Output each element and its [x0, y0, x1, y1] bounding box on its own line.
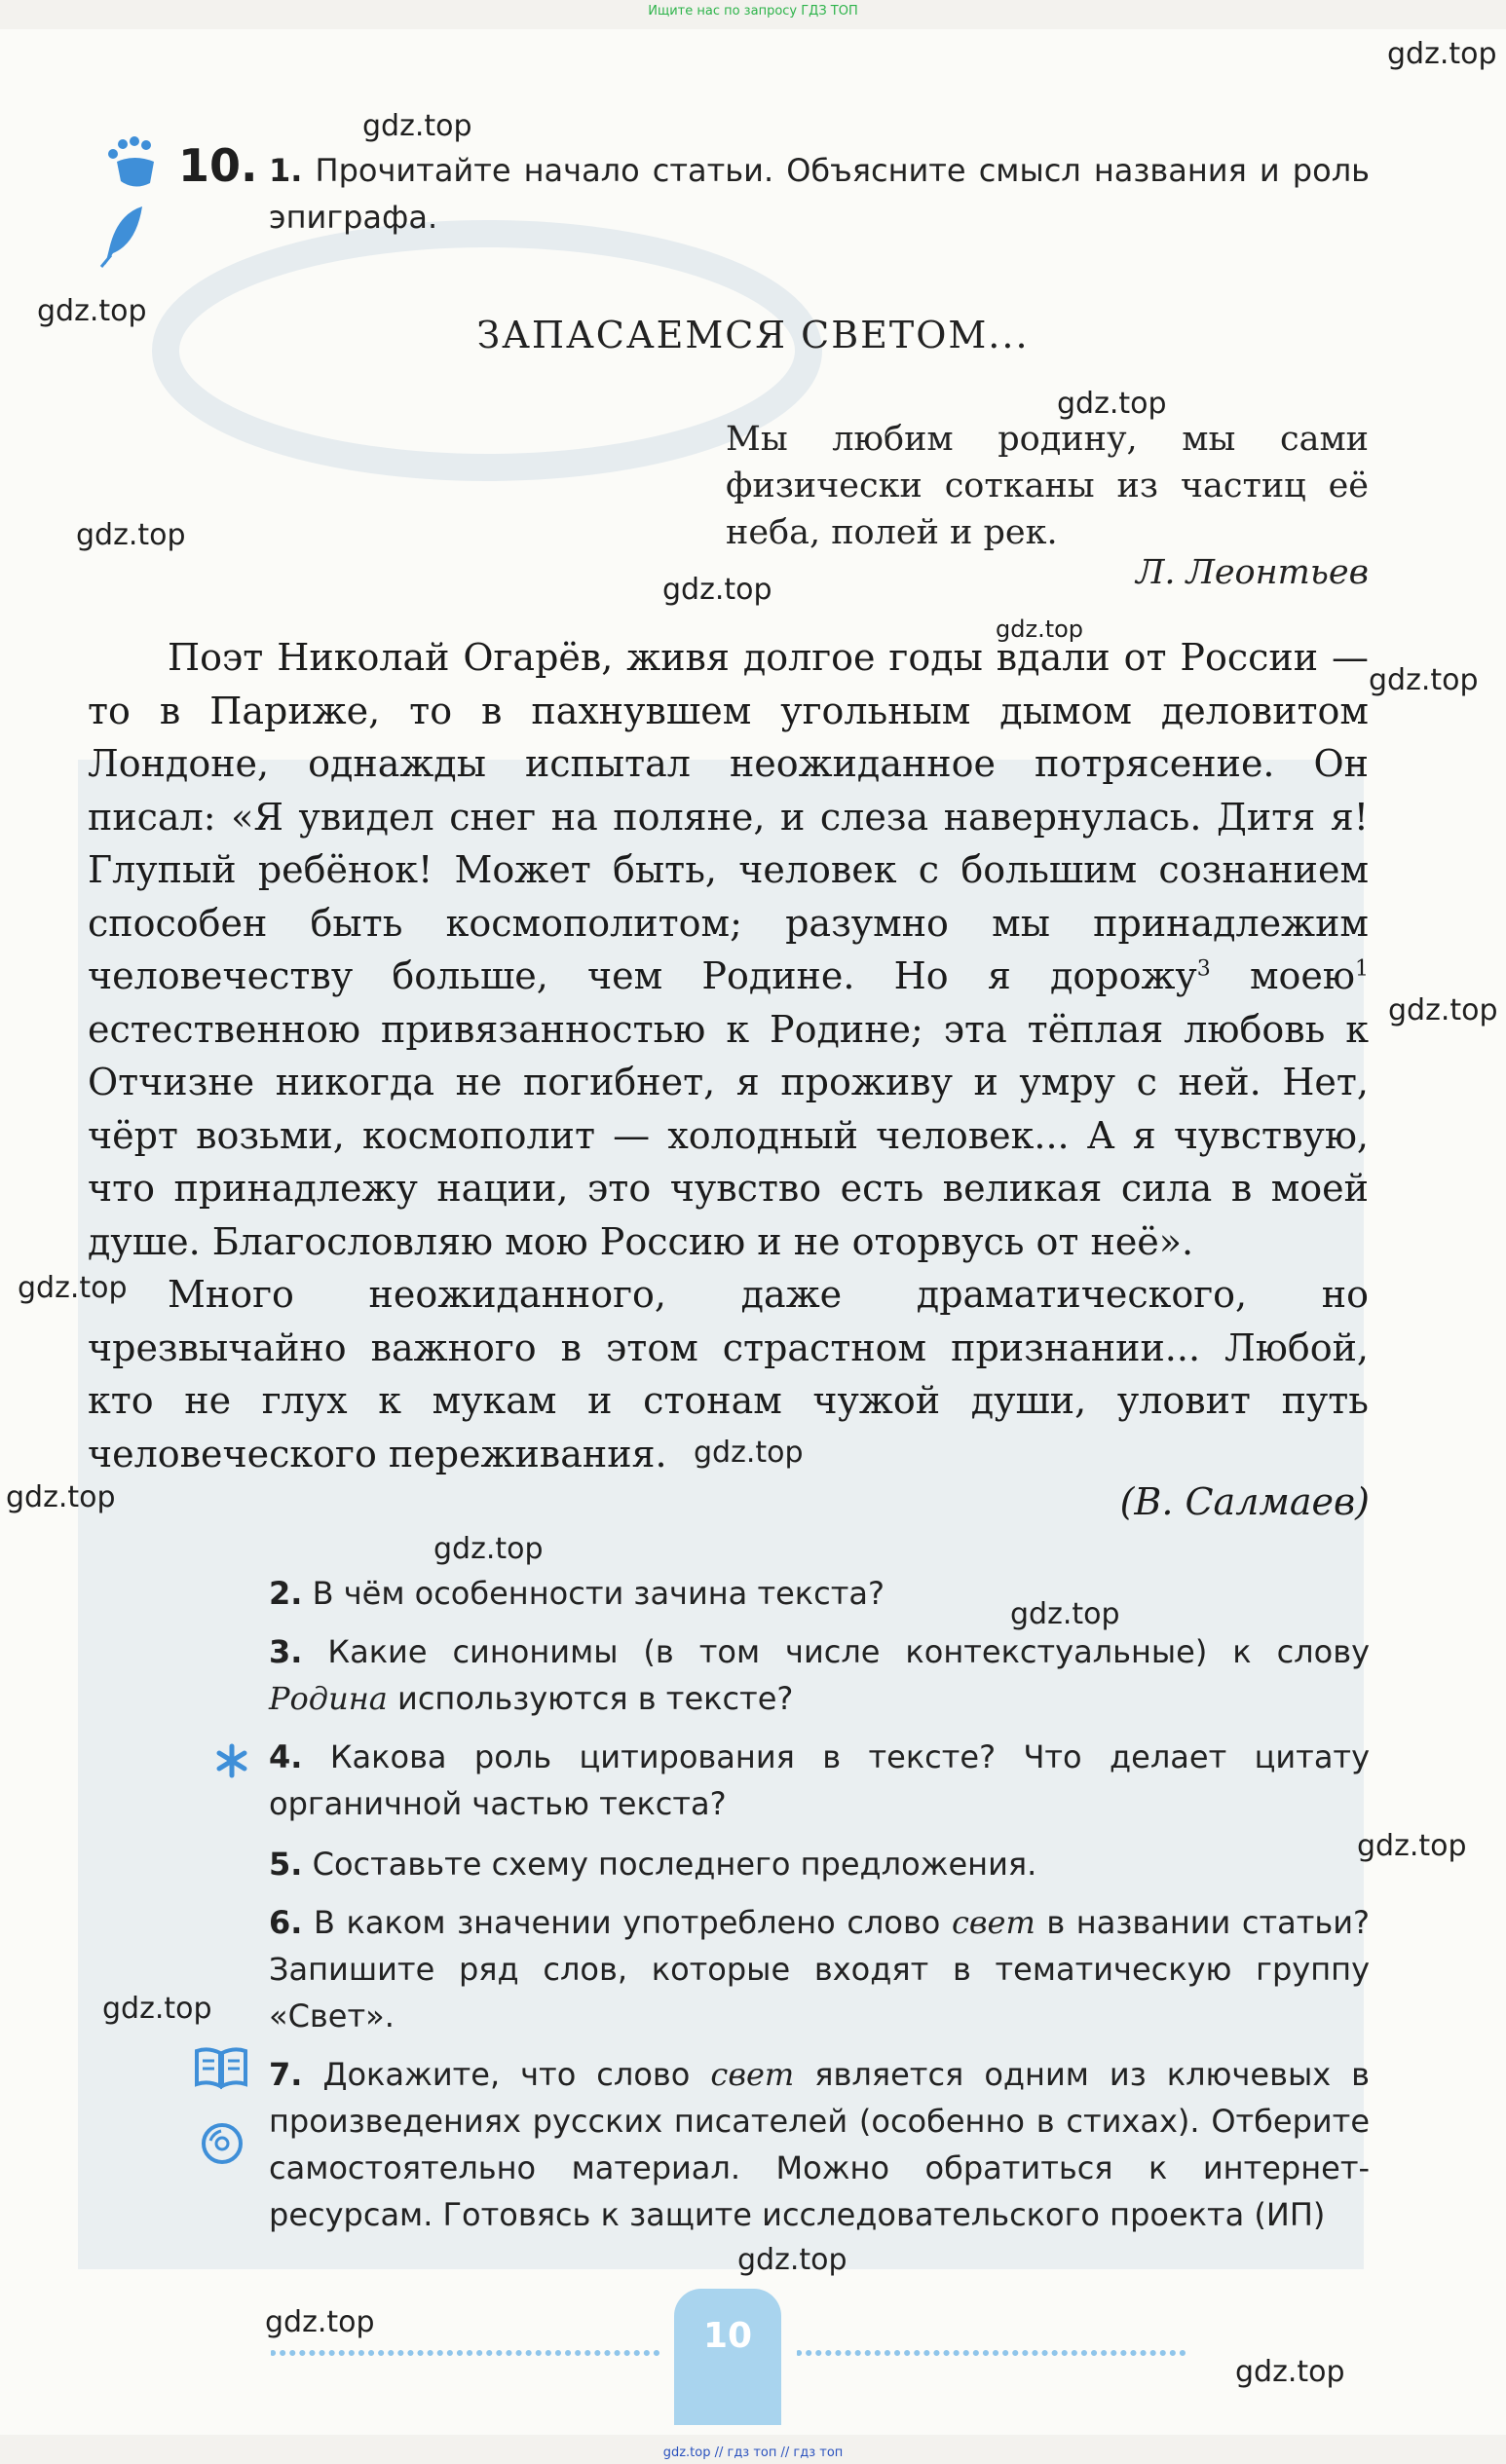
- epigraph: Мы любим родину, мы сами физически сотканы из частиц её неба, полей и рек.: [726, 420, 1369, 552]
- watermark: gdz.top: [1388, 993, 1498, 1027]
- epigraph-author: Л. Леонтьев: [1136, 553, 1369, 592]
- watermark: gdz.top: [6, 1480, 116, 1514]
- question-text: Прочитайте начало статьи. Объясните смысл названия и роль эпиграфа.: [269, 152, 1371, 236]
- question-number: 1.: [269, 152, 303, 189]
- watermark: gdz.top: [18, 1271, 128, 1305]
- watermark: gdz.top: [737, 2243, 847, 2277]
- watermark: gdz.top: [1357, 1829, 1467, 1863]
- page-number-tab: [674, 2289, 781, 2425]
- watermark: gdz.top: [1387, 37, 1497, 71]
- question-6: [269, 1899, 1370, 2039]
- question-number: 2.: [269, 1575, 303, 1612]
- question-text: Составьте схему последнего предложения.: [312, 1846, 1037, 1883]
- question-4: [269, 1734, 1370, 1827]
- paragraph-text: моею: [1210, 954, 1355, 997]
- task-number: 10.: [178, 139, 258, 192]
- footnote-mark: 1: [1355, 956, 1369, 982]
- article-source: (В. Салмаев): [1119, 1480, 1370, 1523]
- question-keyword: Родина: [269, 1680, 388, 1717]
- question-2: [269, 1570, 1370, 1617]
- question-keyword: свет: [951, 1904, 1035, 1941]
- question-text: Какие синонимы (в том числе контекстуальные) к слову: [327, 1633, 1371, 1670]
- question-text: В каком значении употреблено слово: [314, 1904, 941, 1941]
- question-number: 4.: [269, 1738, 303, 1775]
- dotted-rule-right: [797, 2349, 1186, 2357]
- question-text: в названии статьи? Запишите ряд слов, которые входят в тематическую группу «Свет».: [269, 1904, 1371, 2035]
- watermark: gdz.top: [433, 1532, 544, 1566]
- footnote-mark: 3: [1196, 956, 1211, 982]
- hand-icon: [105, 136, 164, 191]
- question-number: 6.: [269, 1904, 303, 1941]
- paragraph-text: Поэт Николай Огарёв, живя долгое годы вдали от России — то в Париже, то в пахнувшем угольным дымом деловитом Лондоне, однажды испытал неожиданное потрясение. Он писал: «Я увидел снег на поляне, и слеза навернулась. Дитя я! Глупый ребёнок! Может быть, человек с большим сознанием способен быть космополитом; разумно мы принадлежим человечеству больше, чем Родине. Но я дорожу: [88, 636, 1369, 997]
- watermark: gdz.top: [362, 109, 472, 143]
- top-banner[interactable]: Ищите нас по запросу ГДЗ ТОП: [648, 4, 858, 19]
- watermark: gdz.top: [1235, 2355, 1345, 2389]
- dotted-rule-left: [271, 2349, 660, 2357]
- paragraph-text: естественною привязанностью к Родине; эта тёплая любовь к Отчизне никогда не погибнет, я проживу и умру с ней. Нет, чёрт возьми, космополит — холодный человек... А я чувствую, что принадлежу нации, это чувство есть великая сила в моей душе. Благословляю мою Россию и не оторвусь от неё».: [88, 1007, 1369, 1263]
- paragraph: Много неожиданного, даже драматического, но чрезвычайно важного в этом страстном признании... Любой, кто не глух к мукам и стонам чужой души, уловит путь человеческого переживания.: [88, 1273, 1369, 1475]
- watermark: gdz.top: [265, 2305, 375, 2339]
- watermark: gdz.top: [102, 1992, 212, 2026]
- book-icon: [193, 2045, 249, 2094]
- feather-pen-icon: [97, 205, 148, 271]
- article-title: ЗАПАСАЕМСЯ СВЕТОМ...: [476, 314, 1030, 356]
- footer-links[interactable]: gdz.top // гдз топ // гдз топ: [662, 2445, 844, 2460]
- watermark: gdz.top: [1057, 387, 1167, 421]
- watermark: gdz.top: [1369, 663, 1479, 697]
- watermark: gdz.top: [1010, 1597, 1120, 1631]
- watermark: gdz.top: [662, 573, 772, 607]
- question-number: 3.: [269, 1633, 303, 1670]
- question-number: 5.: [269, 1846, 303, 1883]
- question-text: В чём особенности зачина текста?: [312, 1575, 885, 1612]
- article-body: [88, 631, 1369, 1480]
- question-keyword: свет: [710, 2056, 795, 2093]
- question-text: используются в тексте?: [397, 1680, 794, 1717]
- question-7: [269, 2051, 1370, 2238]
- question-number: 7.: [269, 2056, 303, 2093]
- watermark: gdz.top: [37, 294, 147, 328]
- page-number: 10: [702, 2316, 753, 2356]
- question-3: [269, 1628, 1370, 1722]
- disc-icon: [200, 2121, 245, 2166]
- question-1: [269, 147, 1370, 241]
- question-text: является одним из ключевых в произведениях русских писателей (особенно в стихах). Отберите самостоятельно материал. Можно обратиться к интернет-ресурсам. Готовясь к защите исследовательского проекта (ИП): [269, 2056, 1371, 2233]
- question-5: [269, 1841, 1370, 1887]
- paragraph: [88, 631, 1369, 1268]
- watermark: gdz.top: [694, 1436, 804, 1470]
- question-text: Какова роль цитирования в тексте? Что делает цитату органичной частью текста?: [269, 1738, 1371, 1822]
- question-text: Докажите, что слово: [322, 2056, 691, 2093]
- watermark: gdz.top: [996, 616, 1084, 643]
- watermark: gdz.top: [76, 518, 186, 552]
- asterisk-icon: [214, 1743, 249, 1778]
